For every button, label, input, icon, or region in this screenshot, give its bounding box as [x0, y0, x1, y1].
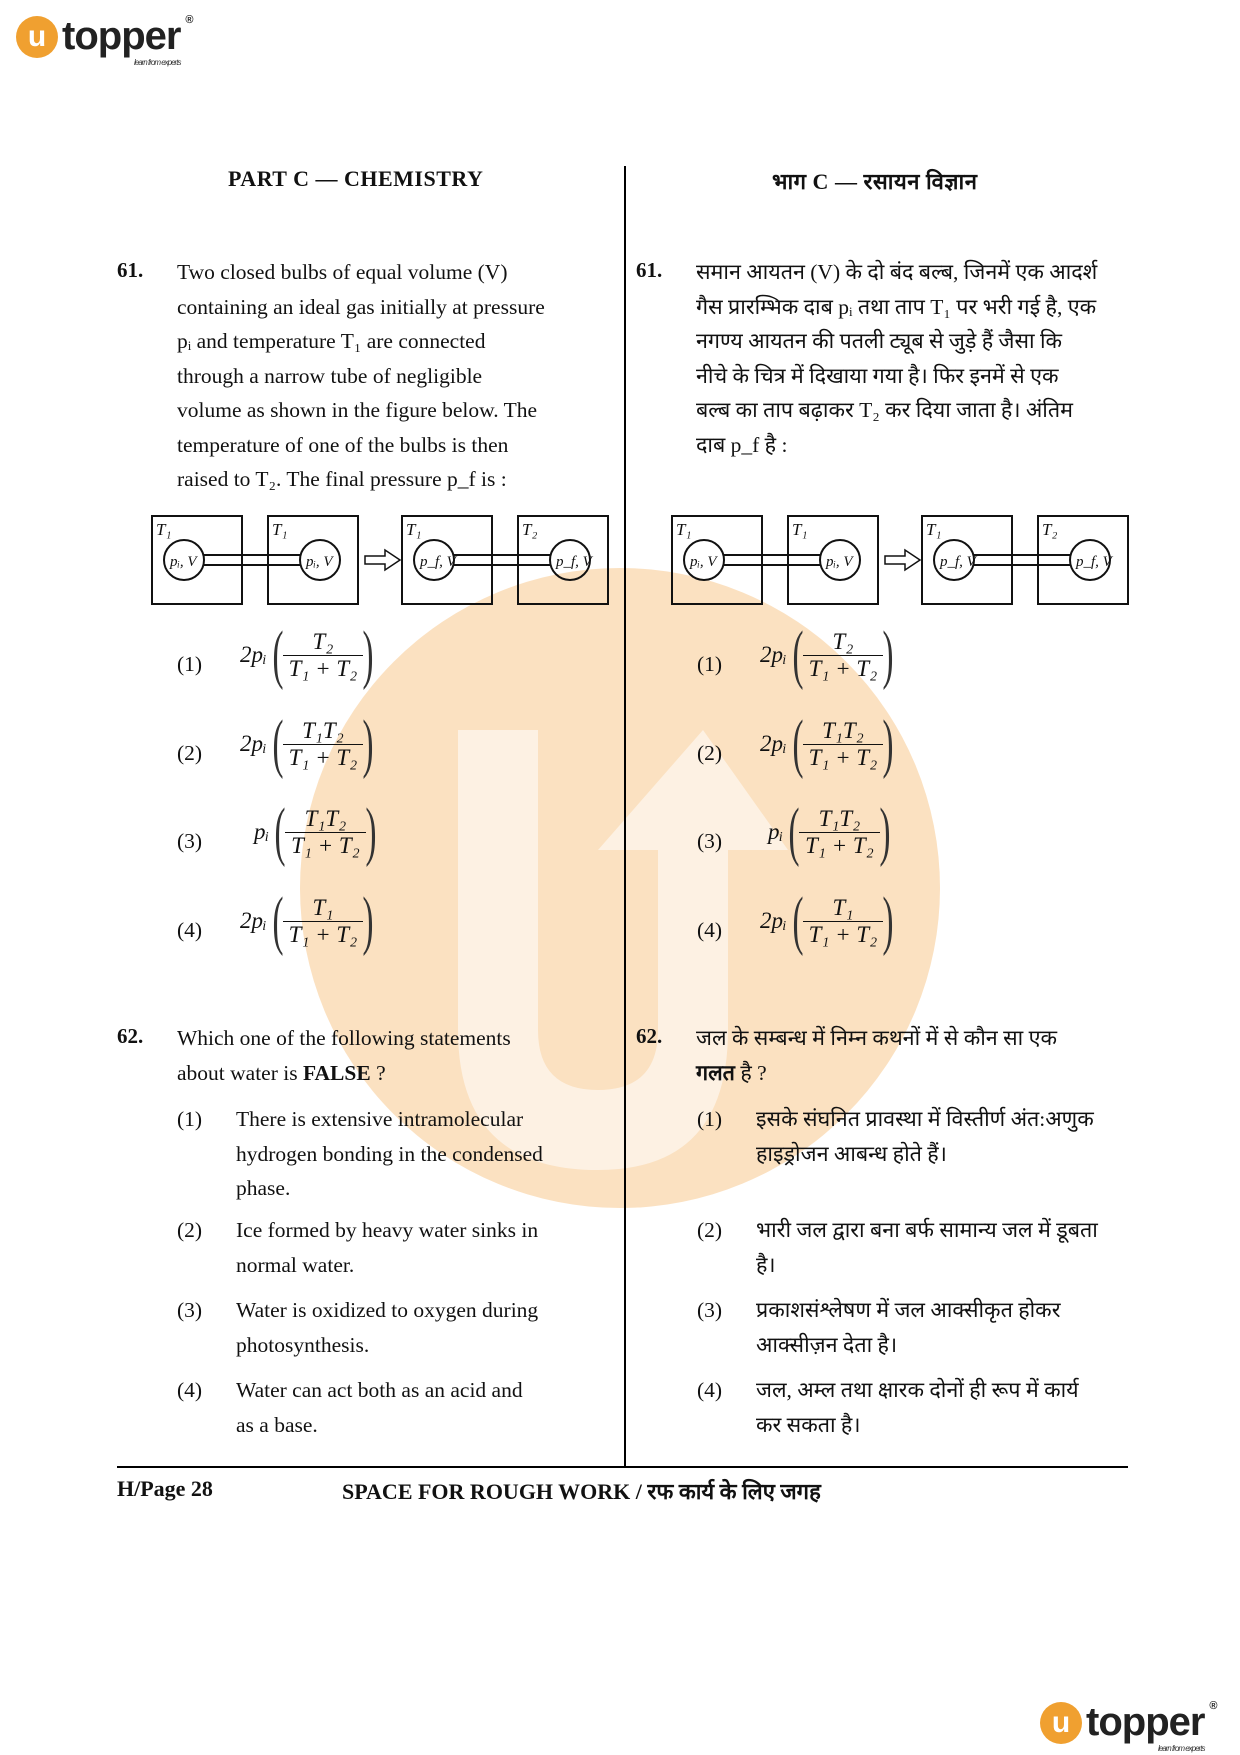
fig-label-t1: T₁: [926, 520, 942, 539]
q62-option-3-hi: प्रकाशसंश्लेषण में जल आक्सीकृत होकर आक्सीज़न देता है।: [756, 1298, 1061, 1357]
q62-option-label: (1): [697, 1107, 723, 1131]
q61-en-line: raised to T₂. The final pressure p_f is :: [177, 467, 507, 491]
footer-rule: [117, 1466, 1128, 1468]
brand-name: topper: [62, 14, 181, 58]
q61-hi-line: दाब p_f है :: [696, 432, 788, 457]
q62-option-1-hi: इसके संघनित प्रावस्था में विस्तीर्ण अंत:अणुक हाइड्रोजन आबन्ध होते हैं।: [756, 1107, 1094, 1166]
fig-label-t1: T₁: [272, 520, 288, 539]
q61-en-line: Two closed bulbs of equal volume (V): [177, 260, 508, 284]
q62-option-2-hi: भारी जल द्वारा बना बर्फ सामान्य जल में डूबता है।: [756, 1218, 1098, 1277]
page-number: H/Page 28: [117, 1476, 213, 1501]
q61-en-line: through a narrow tube of negligible: [177, 363, 483, 388]
fig-label-t1: T₁: [676, 520, 692, 539]
q61-option-label: (4): [697, 918, 723, 942]
fig-label-pi: pᵢ, V: [690, 554, 717, 570]
q62-option-4-en: Water can act both as an acid and as a base.: [236, 1378, 523, 1437]
heading-english: PART C — CHEMISTRY: [228, 166, 484, 191]
q61-hi-line: नीचे के चित्र में दिखाया गया है। फिर इनमें से एक: [696, 363, 1059, 388]
q61-option-label: (3): [697, 829, 723, 853]
q61-number-hi: 61.: [636, 258, 663, 282]
q62-number-hi: 62.: [636, 1024, 663, 1048]
q61-hi-line: नगण्य आयतन की पतली ट्यूब से जुड़े हैं जैसा कि: [696, 329, 1063, 353]
q62-option-3-en: Water is oxidized to oxygen during photosynthesis.: [236, 1298, 539, 1357]
q62-option-label: (3): [177, 1298, 203, 1322]
q62-option-label: (4): [177, 1378, 203, 1402]
q61-option-4-hi: 2pᵢ ( $\frac{\text{T₁}}{\text{T₁ + T₂}}$ ): [760, 884, 894, 957]
q61-option-label: (2): [697, 741, 723, 765]
brand-name: topper: [1086, 1700, 1205, 1744]
rough-work-label: SPACE FOR ROUGH WORK / रफ कार्य के लिए जगह: [342, 1479, 821, 1504]
q62-option-label: (3): [697, 1298, 723, 1322]
q61-en-line: volume as shown in the figure below. The: [177, 398, 538, 422]
fig-label-t2: T₂: [1042, 520, 1058, 539]
fig-label-pf: p_f, V: [556, 554, 592, 570]
q61-option-label: (3): [177, 829, 203, 853]
q62-text-hi: जल के सम्बन्ध में निम्न कथनों में से कौन सा एक गलत है ?: [696, 1026, 1057, 1085]
q62-option-label: (4): [697, 1378, 723, 1402]
q62-option-label: (2): [177, 1218, 203, 1242]
q62-text-en: Which one of the following statements about water is FALSE ?: [177, 1026, 511, 1085]
q61-option-label: (2): [177, 741, 203, 765]
q61-option-4-en: 2pᵢ ( $\frac{\text{T₁}}{\text{T₁ + T₂}}$ ): [240, 884, 374, 957]
q62-option-4-hi: जल, अम्ल तथा क्षारक दोनों ही रूप में कार्य कर सकता है।: [756, 1378, 1079, 1437]
q61-option-2-hi: 2pᵢ ( $\frac{\text{T₁T₂}}{\text{T₁ + T₂}}$ ): [760, 707, 894, 780]
fig-label-t1: T₁: [792, 520, 808, 539]
heading-hindi: भाग C — रसायन विज्ञान: [772, 169, 978, 194]
q61-option-3-en: pᵢ ( $\frac{\text{T₁T₂}}{\text{T₁ + T₂}}$ ): [254, 795, 377, 868]
q62-number-en: 62.: [117, 1024, 144, 1048]
q62-option-label: (2): [697, 1218, 723, 1242]
q61-option-2-en: 2pᵢ ( $\frac{\text{T₁T₂}}{\text{T₁ + T₂}}$ ): [240, 707, 374, 780]
q61-option-label: (1): [177, 652, 203, 676]
fig-label-pf: p_f, V: [940, 554, 976, 570]
q61-hi-line: समान आयतन (V) के दो बंद बल्ब, जिनमें एक आदर्श: [696, 260, 1098, 284]
topper-logo-bottom: u topper ® learn from experts: [1040, 1700, 1204, 1745]
q61-en-line: temperature of one of the bulbs is then: [177, 432, 509, 457]
q61-text-en: [177, 255, 607, 497]
q61-option-label: (1): [697, 652, 723, 676]
q62-option-2-en: Ice formed by heavy water sinks in normal water.: [236, 1218, 539, 1277]
q61-number-en: 61.: [117, 258, 144, 282]
q61-en-line: containing an ideal gas initially at pressure: [177, 294, 545, 319]
q62-option-1-en: There is extensive intramolecular hydrogen bonding in the condensed phase.: [236, 1107, 543, 1200]
brand-tagline: learn from experts: [133, 58, 181, 67]
q61-hi-line: गैस प्रारम्भिक दाब pᵢ तथा ताप T₁ पर भरी गई है, एक: [696, 294, 1097, 319]
brand-tagline: learn from experts: [1157, 1744, 1205, 1753]
topper-logo-icon: u: [16, 16, 58, 58]
q61-option-label: (4): [177, 918, 203, 942]
q61-option-3-hi: pᵢ ( $\frac{\text{T₁T₂}}{\text{T₁ + T₂}}$ ): [768, 795, 891, 868]
fig-label-t1: T₁: [406, 520, 422, 539]
fig-label-t1: T₁: [156, 520, 172, 539]
q61-option-1-en: 2pᵢ ( $\frac{\text{T₂}}{\text{T₁ + T₂}}$ ): [240, 618, 374, 691]
topper-logo: u topper ® learn from experts: [16, 14, 180, 59]
q61-option-1-hi: 2pᵢ ( $\frac{\text{T₂}}{\text{T₁ + T₂}}$ ): [760, 618, 894, 691]
fig-label-pi: pᵢ, V: [306, 554, 333, 570]
column-divider: [624, 166, 626, 1466]
fig-label-pf: p_f, V: [420, 554, 456, 570]
fig-label-pi: pᵢ, V: [826, 554, 853, 570]
q61-text-hi: [696, 255, 1128, 462]
q61-hi-line: बल्ब का ताप बढ़ाकर T₂ कर दिया जाता है। अंतिम: [696, 398, 1073, 422]
fig-label-pi: pᵢ, V: [170, 554, 197, 570]
fig-label-t2: T₂: [522, 520, 538, 539]
fig-label-pf: p_f, V: [1076, 554, 1112, 570]
topper-logo-icon: u: [1040, 1702, 1082, 1744]
q62-option-label: (1): [177, 1107, 203, 1131]
q61-en-line: pᵢ and temperature T₁ are connected: [177, 329, 486, 353]
q61-figure-en: [150, 510, 610, 610]
q61-figure-hi: [670, 510, 1130, 610]
